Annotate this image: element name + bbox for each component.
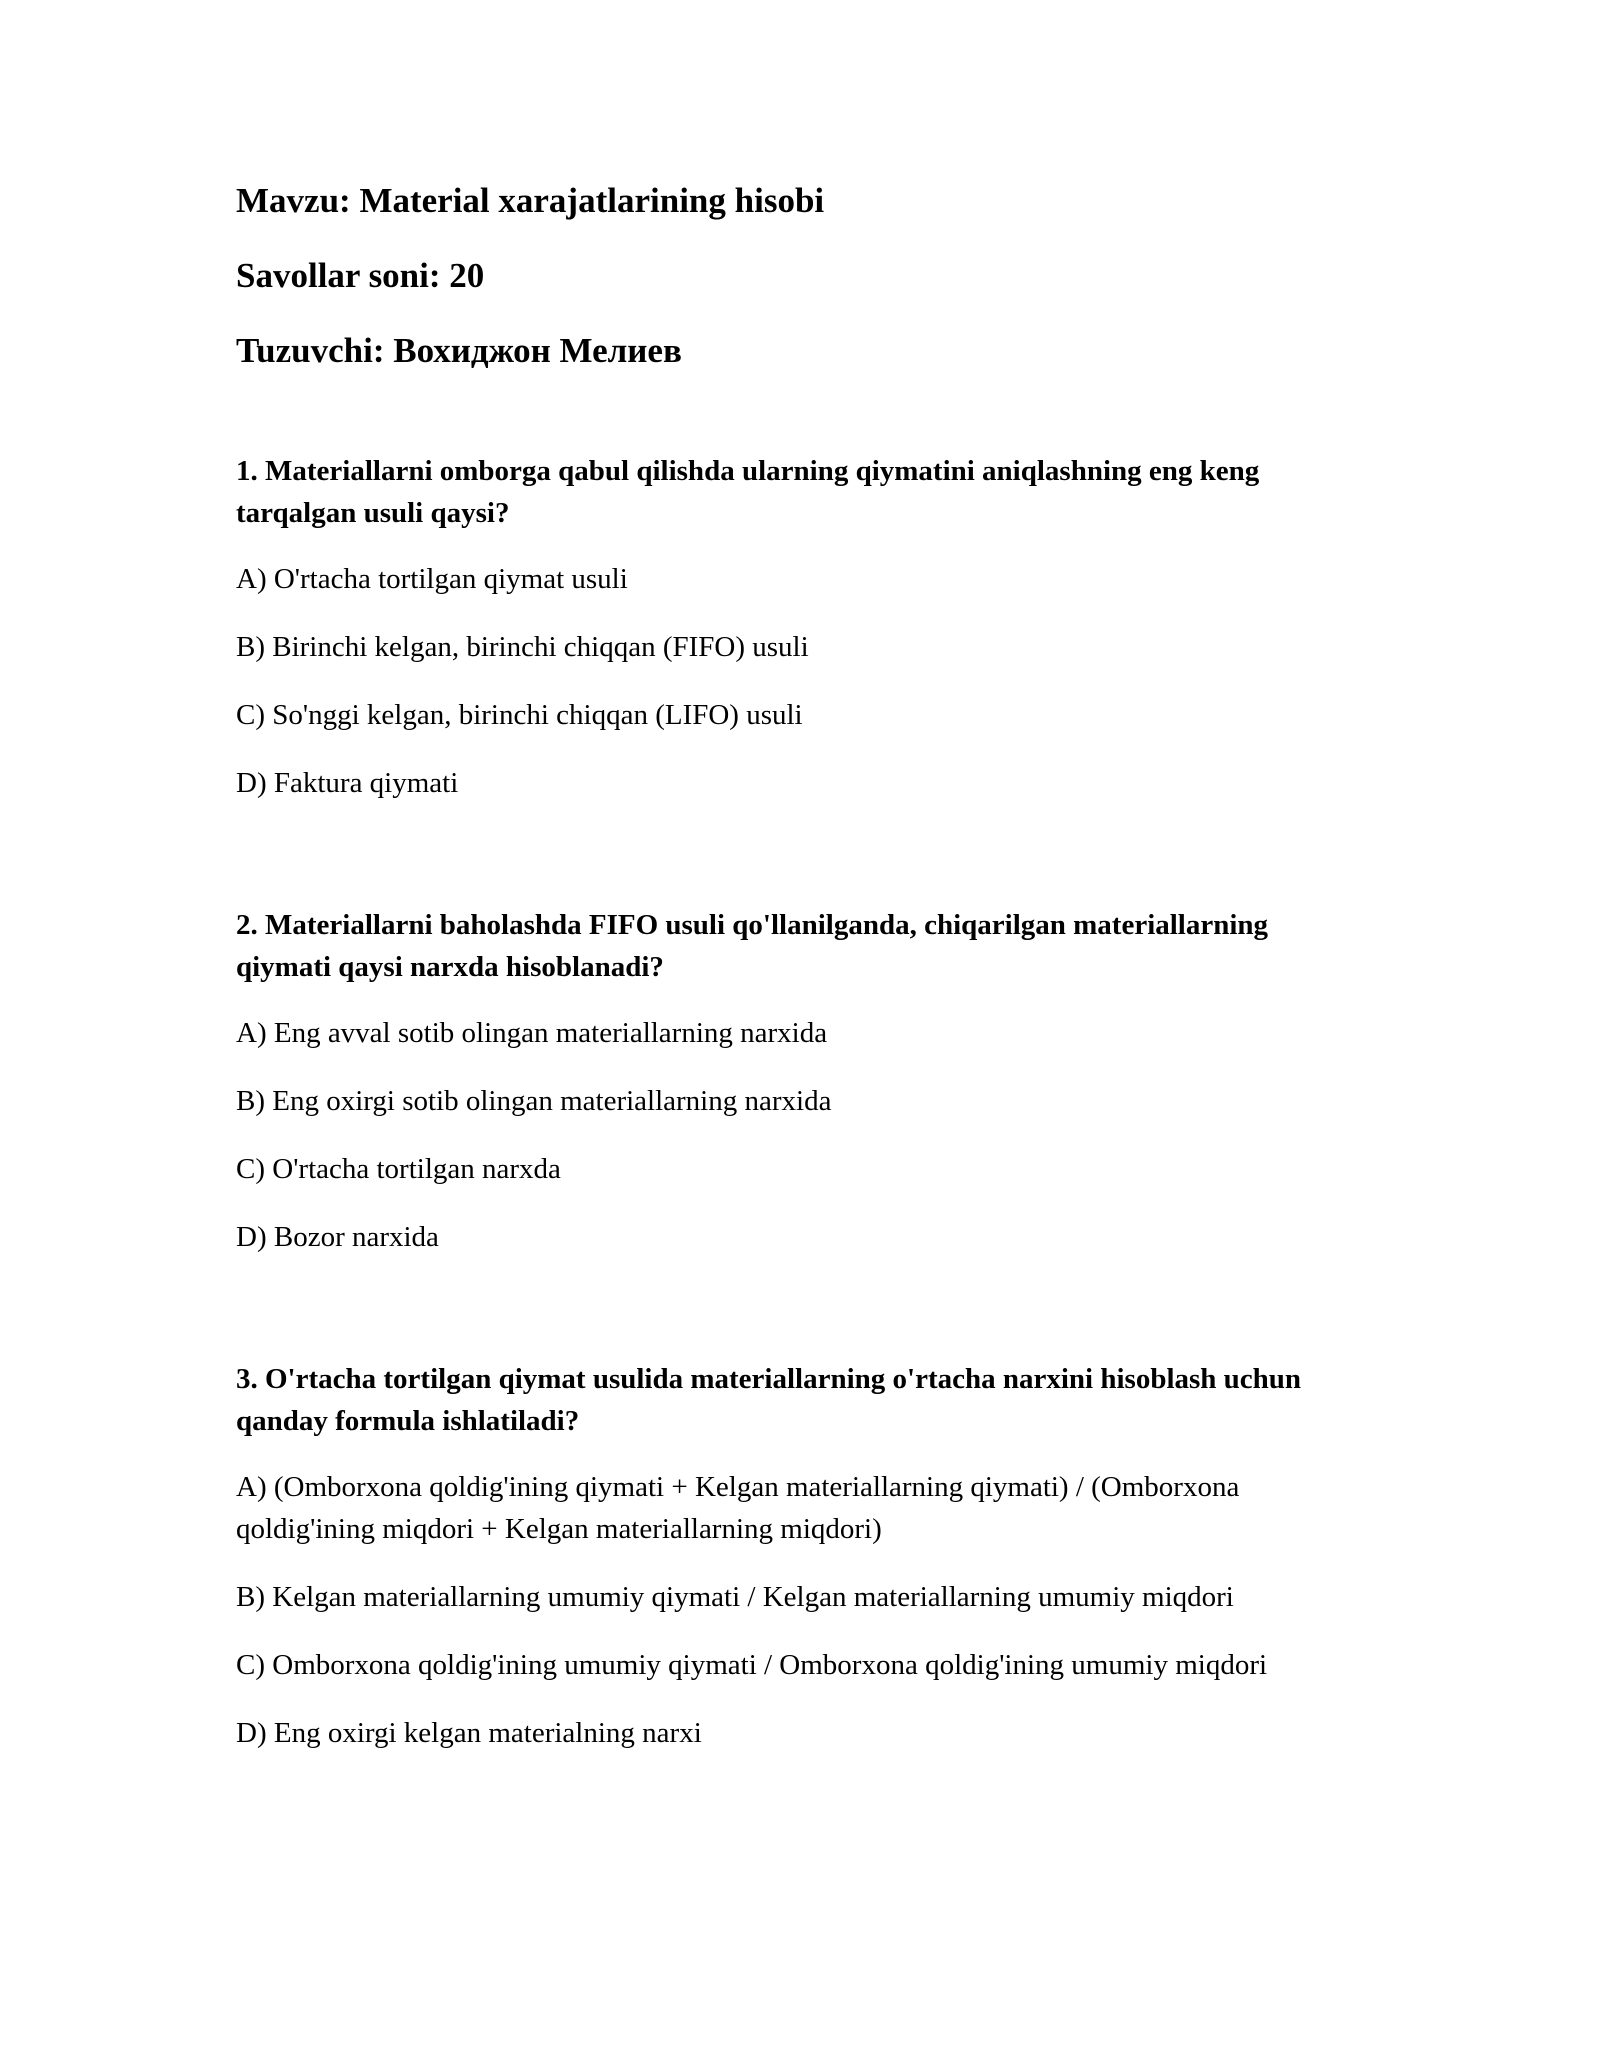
answer-option-d: D) Eng oxirgi kelgan materialning narxi [236,1717,702,1749]
answer-option-c: C) O'rtacha tortilgan narxda [236,1153,561,1185]
topic-heading: Mavzu: Material xarajatlarining hisobi [236,181,825,220]
document-content [236,180,1366,1780]
answer-option-a: A) O'rtacha tortilgan qiymat usuli [236,563,628,595]
answer-option-b: B) Kelgan materiallarning umumiy qiymati / Kelgan materiallarning umumiy miqdori [236,1581,1234,1613]
answer-option-a: A) (Omborxona qoldig'ining qiymati + Kelgan materiallarning qiymati) / (Omborxona qoldig'ining miqdori + Kelgan materiallarning miqdori) [236,1471,1240,1545]
question-2 [236,904,1366,1258]
question-count-heading: Savollar soni: 20 [236,256,485,295]
answer-option-b: B) Birinchi kelgan, birinchi chiqqan (FIFO) usuli [236,631,809,663]
question-text: 3. O'rtacha tortilgan qiymat usulida materiallarning o'rtacha narxini hisoblash uchun qanday formula ishlatiladi? [236,1363,1302,1437]
answer-option-c: C) Omborxona qoldig'ining umumiy qiymati / Omborxona qoldig'ining umumiy miqdori [236,1649,1268,1681]
answer-option-b: B) Eng oxirgi sotib olingan materiallarning narxida [236,1085,832,1117]
answer-option-a: A) Eng avval sotib olingan materiallarning narxida [236,1017,828,1049]
answer-option-d: D) Faktura qiymati [236,767,459,799]
answer-option-c: C) So'nggi kelgan, birinchi chiqqan (LIFO) usuli [236,699,803,731]
author-heading: Tuzuvchi: Вохиджон Мелиев [236,331,682,370]
answer-option-d: D) Bozor narxida [236,1221,439,1253]
question-text: 2. Materiallarni baholashda FIFO usuli qo'llanilganda, chiqarilgan materiallarning qiymati qaysi narxda hisoblanadi? [236,909,1269,983]
document-header [236,180,1366,372]
question-spacer [236,830,1366,904]
question-1 [236,450,1366,804]
question-3 [236,1358,1366,1754]
question-text: 1. Materiallarni omborga qabul qilishda ularning qiymatini aniqlashning eng keng tarqalgan usuli qaysi? [236,455,1260,529]
question-spacer [236,1284,1366,1358]
